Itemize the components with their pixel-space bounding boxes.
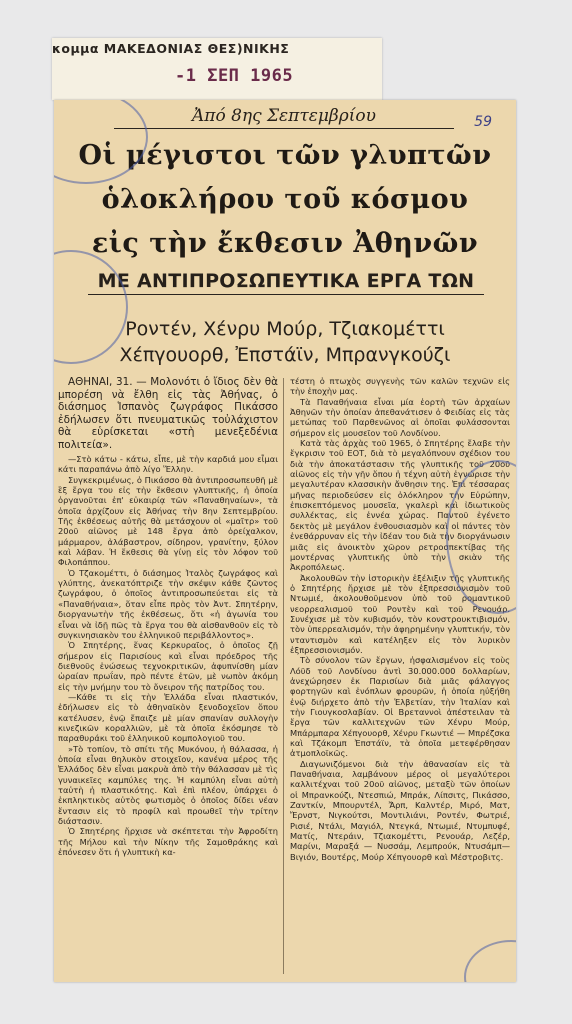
headline-line: ὁλοκλήρου τοῦ κόσμου xyxy=(101,184,469,215)
paragraph: Τὸ σύνολον τῶν ἔργων, ἠσφαλισμένον εἰς τοὺς Λόϋδ τοῦ Λονδίνου ἀντὶ 30.000.000 δολλαρίων, ἀνεχώρησεν ἐκ Παρισίων διὰ μιᾶς φάλαγγος φορτηγῶν καὶ ἐνόπλων φρουρῶν, ἡ ὁποία ηὐξήθη ἐνῷ διήρχετο ἀπὸ τὴν Ἑλβετίαν, τὴν Ἰταλίαν καὶ τὴν Γιουγκοσλαβίαν. Οἱ Βρεταννοὶ ἀπέστειλαν τὰ ἔργα τῶν καλλιτεχνῶν τῶν Χένρυ Μούρ, Μπάρμπαρα Χέπγουορθ, Χένρυ Γκωντιέ — Μπρέζσκα καὶ Τζάκομπ Ἐπστάϊν, τὰ ὁποῖα μετεφέρθησαν ἀτμοπλοϊκῶς. xyxy=(290,655,510,759)
article-kicker: Ἀπό 8ης Σεπτεμβρίου xyxy=(114,106,454,129)
headline-line: εἰς τὴν ἔκθεσιν Ἀθηνῶν xyxy=(91,228,479,259)
paragraph: —Κάθε τι εἰς τὴν Ἑλλάδα εἶναι πλαστικόν, ἐδήλωσεν εἰς τὸ ἀθηναϊκὸν ξενοδοχεῖον ὅπου κατέλυσεν, ἐνῷ ἔπαιζε μὲ μίαν σπανίαν συλλογὴν κινεζικῶν κοραλλιῶν, μὲ τὰ ὁποῖα ἐκόσμησε τὸ παραθυράκι τοῦ ἑλληνικοῦ κομπολογιοῦ του. xyxy=(58,691,278,744)
paragraph: Συγκεκριμένως, ὁ Πικάσσο θὰ ἀντιπροσωπευθῆ μὲ ἓξ ἔργα του εἰς τὴν ἔκθεσιν γλυπτικῆς, ἡ ὁποία ὀργανοῦται ἐπ' εὐκαιρίᾳ τῶν «Παναθηναίων», τὰ ὁποῖα ἀρχίζουν εἰς Ἀθήνας τὴν 8ην Σεπτεμβρίου. Τῆς ἐκθέσεως αὐτῆς θὰ μετάσχουν οἱ «μαῖτρ» τοῦ 20οῦ αἰῶνος μὲ 148 ἔργα ἀπὸ ὀρείχαλκον, μάρμαρον, ἀλάβαστρον, σίδηρον, γρανίτην, ξύλον καὶ λάβαν. Ἡ ἔκθεσις θὰ γίνῃ εἰς τὸν λόφον τοῦ Φιλοπάππου. xyxy=(58,474,278,568)
paragraph: Κατὰ τὰς ἀρχὰς τοῦ 1965, ὁ Σπητέρης ἔλαβε τὴν ἔγκρισιν τοῦ ΕΟΤ, διὰ τὸ μεγαλόπνουν σχέδιον του διὰ τὴν ἀποκατάστασιν τῆς γλυπτικῆς τοῦ 20οῦ αἰῶνος εἰς τὴν γῆν ὅπου ἡ τέχνη αὐτὴ ἐγνώρισε τὴν μεγαλυτέραν κλασσικὴν ἄνθησιν της. Ἐπὶ τέσσαρας μῆνας περιοδεύσεν εἰς ὁλόκληρον τὴν Εὐρώπην, ἐπισκεπτόμενος μουσεῖα, γκαλερὶ καὶ ἰδιωτικοὺς συλλέκτας, εἰς ἐννέα χώρας. Παντοῦ ἐγένετο δεκτὸς μὲ μεγάλον ἐνθουσιασμὸν καὶ οἱ πάντες τὸν ἐνεθάρρυναν εἰς τὴν ἰδέαν του διὰ τὴν διοργάνωσιν μιᾶς εἰς ἀνοικτὸν χῶρον ρετροσπεκτίβας τῆς μοντέρνας γλυπτικῆς ὑπὸ τὴν σκιὰν τῆς Ἀκροπόλεως. xyxy=(290,438,510,573)
paragraph: —Στὸ κάτω - κάτω, εἶπε, μὲ τὴν καρδιά μου εἶμαι κάτι παραπάνω ἀπὸ λίγο Ἕλλην. xyxy=(58,454,278,475)
newspaper-clipping xyxy=(54,100,516,982)
handwritten-page-number: 59 xyxy=(474,114,492,130)
date-stamp: -1 ΣΕΠ 1965 xyxy=(175,66,294,86)
newspaper-source-label xyxy=(52,38,382,100)
article-column-right xyxy=(290,376,510,976)
paragraph: τέστη ὁ πτωχὸς συγγενὴς τῶν καλῶν τεχνῶν εἰς τὴν ἐποχὴν μας. xyxy=(290,376,510,397)
article-subhead: ΜΕ ΑΝΤΙΠΡΟΣΩΠΕΥΤΙΚΑ ΕΡΓΑ ΤΩΝ xyxy=(88,270,484,295)
paragraph: Τὰ Παναθήναια εἶναι μία ἑορτὴ τῶν ἀρχαίων Ἀθηνῶν τὴν ὁποίαν ἀπεθανάτισεν ὁ Φειδίας εἰς τὰς μετώπας τοῦ Παρθενῶνος αἱ ὁποῖαι φυλάσσονται σήμερον εἰς μουσεῖον τοῦ Λονδίνου. xyxy=(290,396,510,438)
artist-names-line: Ροντέν, Χένρυ Μούρ, Τζιακομέττι xyxy=(125,318,445,340)
column-divider xyxy=(283,378,284,974)
artist-names-line: Χέπγουορθ, Ἐπστάϊν, Μπρανγκούζι xyxy=(119,344,451,366)
newspaper-name: κομμα ΜΑΚΕΔΟΝΙΑΣ ΘΕΣ)ΝΙΚΗΣ xyxy=(52,41,290,56)
paragraph: Ὁ Τζακομέττι, ὁ διάσημος Ἰταλὸς ζωγράφος καὶ γλύπτης, ἀνεκατόπτριζε τὴν σκέψιν κάθε ζῶντος ζωγράφου, ὁ ὁποῖος ἀντιπροσωπεύεται εἰς τὰ «Παναθήναια», ὅταν εἶπε πρὸς τὸν Ἀντ. Σπητέρην, διοργανωτὴν τῆς ἐκθέσεως, ὅτι «ἡ ἀγωνία του εἶναι νὰ ἰδῇ πῶς τὰ ἔργα του θὰ αἰσθανθοῦν εἰς τὸ συγκινησιακὸν του ἑλληνικοῦ περιβάλλοντος». xyxy=(58,567,278,640)
headline-line: Οἱ μέγιστοι τῶν γλυπτῶν xyxy=(78,140,492,171)
paragraph: ΑΘΗΝΑΙ, 31. — Μολονότι ὁ ἴδιος δὲν θὰ μπορέση νὰ ἔλθη εἰς τὰς Ἀθήνας, ὁ διάσημος Ἱσπανὸς ζωγράφος Πικάσσο ἐδήλωσεν ὅτι πνευματικῶς τοὐλάχιστον θὰ εὑρίσκεται «στὴ μενεξεδένια πολιτεία». xyxy=(58,376,278,451)
paragraph: Ὁ Σπητέρης, ἕνας Κερκυραῖος, ὁ ὁποῖος ζῇ σήμερον εἰς Παρισίους καὶ εἶναι πρόεδρος τῆς διεθνοῦς ἑνώσεως τεχνοκριτικῶν, ἀφυπνίσθη μίαν ὡραίαν πρωΐαν, πρὸ πέντε ἐτῶν, μὲ νωπὸν ἀκόμη εἰς τὴν μνήμην του τὸ ὄνειρον τῆς πατρίδος του. xyxy=(58,640,278,692)
paragraph: »Τὸ τοπίον, τὸ σπίτι τῆς Μυκόνου, ἡ θάλασσα, ἡ ὁποία εἶναι θηλυκὸν στοιχεῖον, κανένα μέρος τῆς Ἑλλάδος δὲν εἶναι μακρυὰ ἀπὸ τὴν θάλασσαν μὲ τὶς γυναικεῖες καμπύλες της. Ἡ καμπύλη εἶναι αὐτὴ ταὐτὴ ἡ πλαστικότης. Καὶ ἐπὶ πλέον, ὑπάρχει ὁ ἐκπληκτικὸς αὐτὸς φωτισμὸς ὁ ὁποῖος δίδει νέαν ἔντασιν εἰς τὸ προφίλ καὶ προωθεῖ τὴν τρίτην διάστασιν. xyxy=(58,743,278,827)
article-column-left xyxy=(58,376,278,976)
paragraph: Ἀκολουθῶν τὴν ἱστορικὴν ἐξέλιξιν τῆς γλυπτικῆς ὁ Σπητέρης ἤρχισε μὲ τὸν ἐξπρεσσιονισμὸν τοῦ Ντωμιέ, ἀκολουθοῦμενον ὑπὸ τοῦ ρομαντικοῦ νεορρεαλισμοῦ τοῦ Ροντὲν καὶ τοῦ Ρενουάρ. Συνέχισε μὲ τὸν κυβισμόν, τὸν κονστρουκτιβισμόν, τὸν ὑπερρεαλισμόν, τὴν ἀφηρημένην γλυπτικήν, τὸν νταντισμὸν καὶ κατέληξεν εἰς τὸν λυρικὸν ἐξπρεσσιονισμόν. xyxy=(290,572,510,655)
paragraph: Ὁ Σπητέρης ἤρχισε νὰ σκέπτεται τὴν Ἀφροδίτη τῆς Μήλου καὶ τὴν Νίκην τῆς Σαμοθράκης καὶ ἐπόνεσεν ὅτι ἡ γλυπτικὴ κα- xyxy=(58,826,278,858)
paragraph: Διαγωνιζόμενοι διὰ τὴν ἀθανασίαν εἰς τὰ Παναθήναια, λαμβάνουν μέρος οἱ μεγαλύτεροι καλλιτέχναι τοῦ 20οῦ αἰῶνος, μεταξὺ τῶν ὁποίων οἱ Μπρανκούζι, Ντεσπιώ, Μπράκ, Λίπσιτς, Πικάσσο, Ζαντκίν, Μπουρντέλ, Ἄρπ, Καλντέρ, Μιρό, Ματ, Ἔρνστ, Νιγκούτσι, Μοντιλιάνι, Ροντέν, Φωτριέ, Ρισιέ, Ντάλι, Μαγιόλ, Ντεγκά, Ντωμιέ, Ντυμπυφέ, Ματίς, Ντεράιν, Τζιακομέττι, Ρενουάρ, Λεζέρ, Μαρίνι, Μαραξά — Νυσσάμ, Λεμπρούκ, Ντυσάμπ—Βιγιόν, Βουτέρς, Μούρ Χέπγουορθ καὶ Μέστροβιτς. xyxy=(290,758,510,862)
